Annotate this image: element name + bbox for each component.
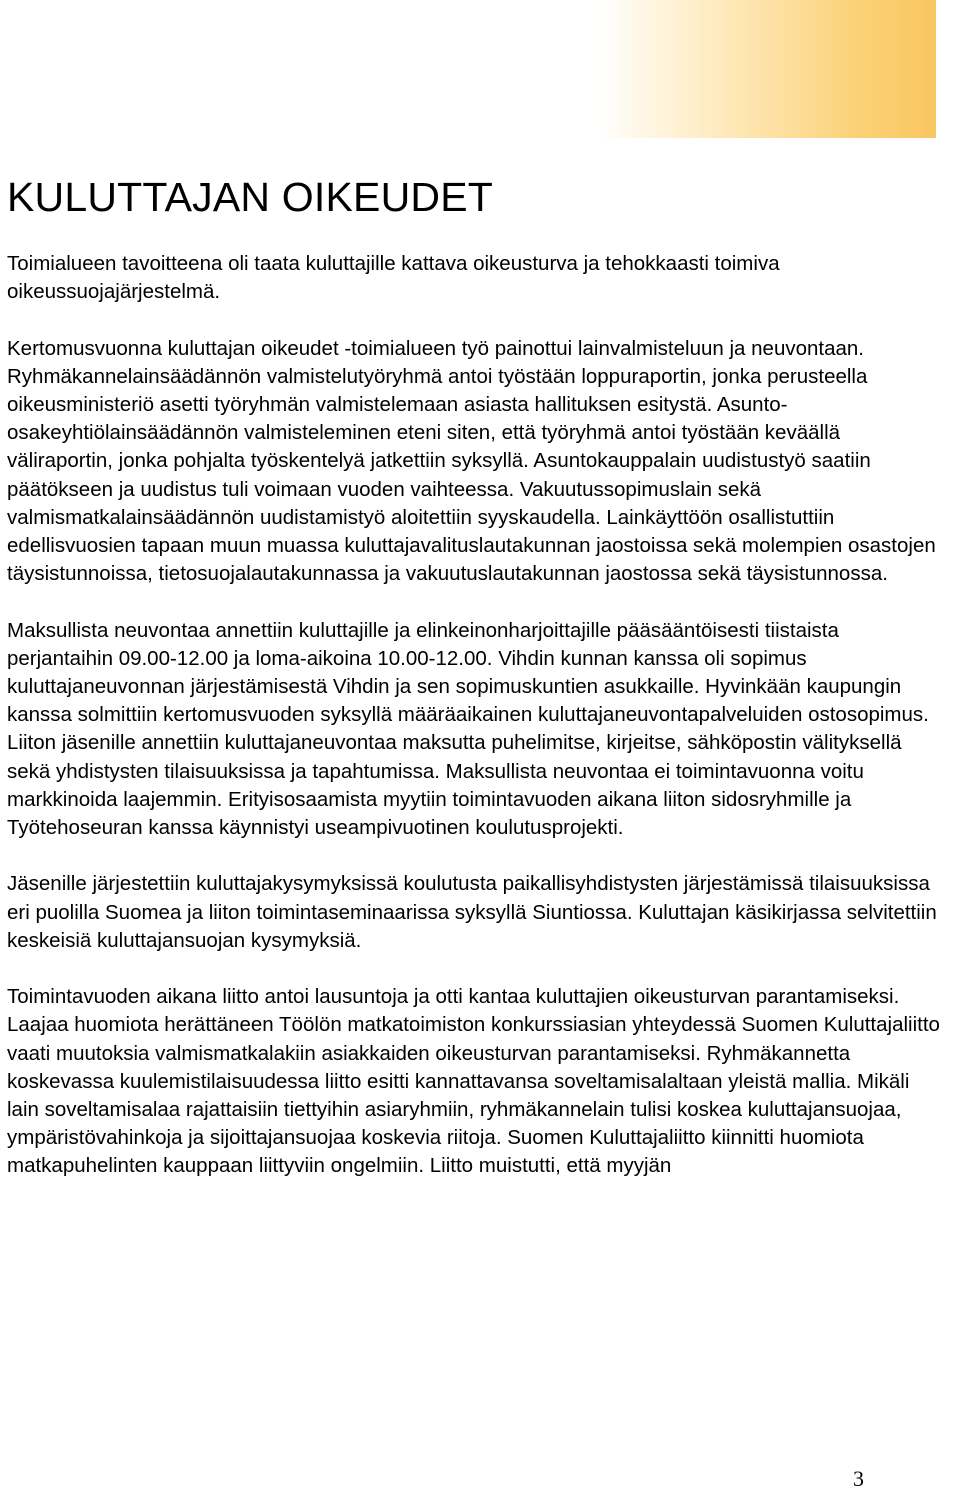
paragraph-objective: Toimialueen tavoitteena oli taata kuluttajille kattava oikeusturva ja tehokkaasti toimiva oikeussuojajärjestelmä. xyxy=(7,252,780,304)
paragraph-statements: Toimintavuoden aikana liitto antoi lausuntoja ja otti kantaa kuluttajien oikeusturvan parantamiseksi. Laajaa huomiota herättäneen Töölön matkatoimiston konkurssiasian yhteydessä Suomen Kuluttajaliitto vaati muutoksia valmismatkalakiin asiakkaiden oikeusturvan parantamiseksi. Ryhmäkannetta koskevassa kuulemistilaisuudessa liitto esitti kannattavansa soveltamisalaltaan yleistä mallia. Mikäli lain soveltamisalaa rajattaisiin tiettyihin asiaryhmiin, ryhmäkannelain tulisi koskea kuluttajansuojaa, ympäristövahinkoja ja sijoittajansuojaa koskevia riitoja. Suomen Kuluttajaliitto kiinnitti huomiota matkapuhelinten kauppaan liittyviin ongelmiin. Liitto muistutti, että myyjän xyxy=(7,985,940,1178)
page-number: 3 xyxy=(853,1466,864,1491)
paragraph-advisory-services: Maksullista neuvontaa annettiin kuluttajille ja elinkeinonharjoittajille pääsääntöisesti tiistaista perjantaihin 09.00-12.00 ja loma-aikoina 10.00-12.00. Vihdin kunnan kanssa oli sopimus kuluttajaneuvonnan järjestämisestä Vihdin ja sen sopimuskuntien asukkaille. Hyvinkään kaupungin kanssa solmittiin kertomusvuoden syksyllä määräaikainen kuluttajaneuvontapalveluiden ostosopimus. Liiton jäsenille annettiin kuluttajaneuvontaa maksutta puhelimitse, kirjeitse, sähköpostin välityksellä sekä yhdistysten tilaisuuksissa ja tapahtumissa. Maksullista neuvontaa ei toimintavuonna voitu markkinoida laajemmin. Erityisosaamista myytiin toimintavuoden aikana liiton sidosryhmille ja Työtehoseuran kanssa käynnistyi useampivuotinen koulutusprojekti. xyxy=(7,618,929,840)
page-title: KULUTTAJAN OIKEUDET xyxy=(7,174,493,220)
paragraph-legislation: Kertomusvuonna kuluttajan oikeudet -toimialueen työ painottui lainvalmisteluun ja neuvontaan. Ryhmäkannelainsäädännön valmistelutyöryhmä antoi työstään loppuraportin, jonka perusteella oikeusministeriö asetti työryhmän valmistelemaan asiasta hallituksen esitystä. Asunto-osakeyhtiölainsäädännön valmisteleminen eteni siten, että työryhmä antoi työstään keväällä väliraportin, jonka pohjalta työskentelyä jatkettiin syksyllä. Asuntokauppalain uudistustyö saatiin päätökseen ja uudistus tuli voimaan vuoden vaihteessa. Vakuutussopimuslain sekä valmismatkalainsäädännön uudistamistyö aloitettiin syyskaudella. Lainkäyttöön osallistuttiin edellisvuosien tapaan muun muassa kuluttajavalituslautakunnan jaostoissa sekä molempien osastojen täysistunnoissa, tietosuojalautakunnassa ja vakuutuslautakunnan jaostossa sekä täysistunnossa. xyxy=(7,336,936,586)
body-text xyxy=(7,250,942,1209)
header-gradient-decoration xyxy=(598,0,936,138)
paragraph-member-training: Jäsenille järjestettiin kuluttajakysymyksissä koulutusta paikallisyhdistysten järjestämissä tilaisuuksissa eri puolilla Suomea ja liiton toimintaseminaarissa syksyllä Siuntiossa. Kuluttajan käsikirjassa selvitettiin keskeisiä kuluttajansuojan kysymyksiä. xyxy=(7,872,937,952)
